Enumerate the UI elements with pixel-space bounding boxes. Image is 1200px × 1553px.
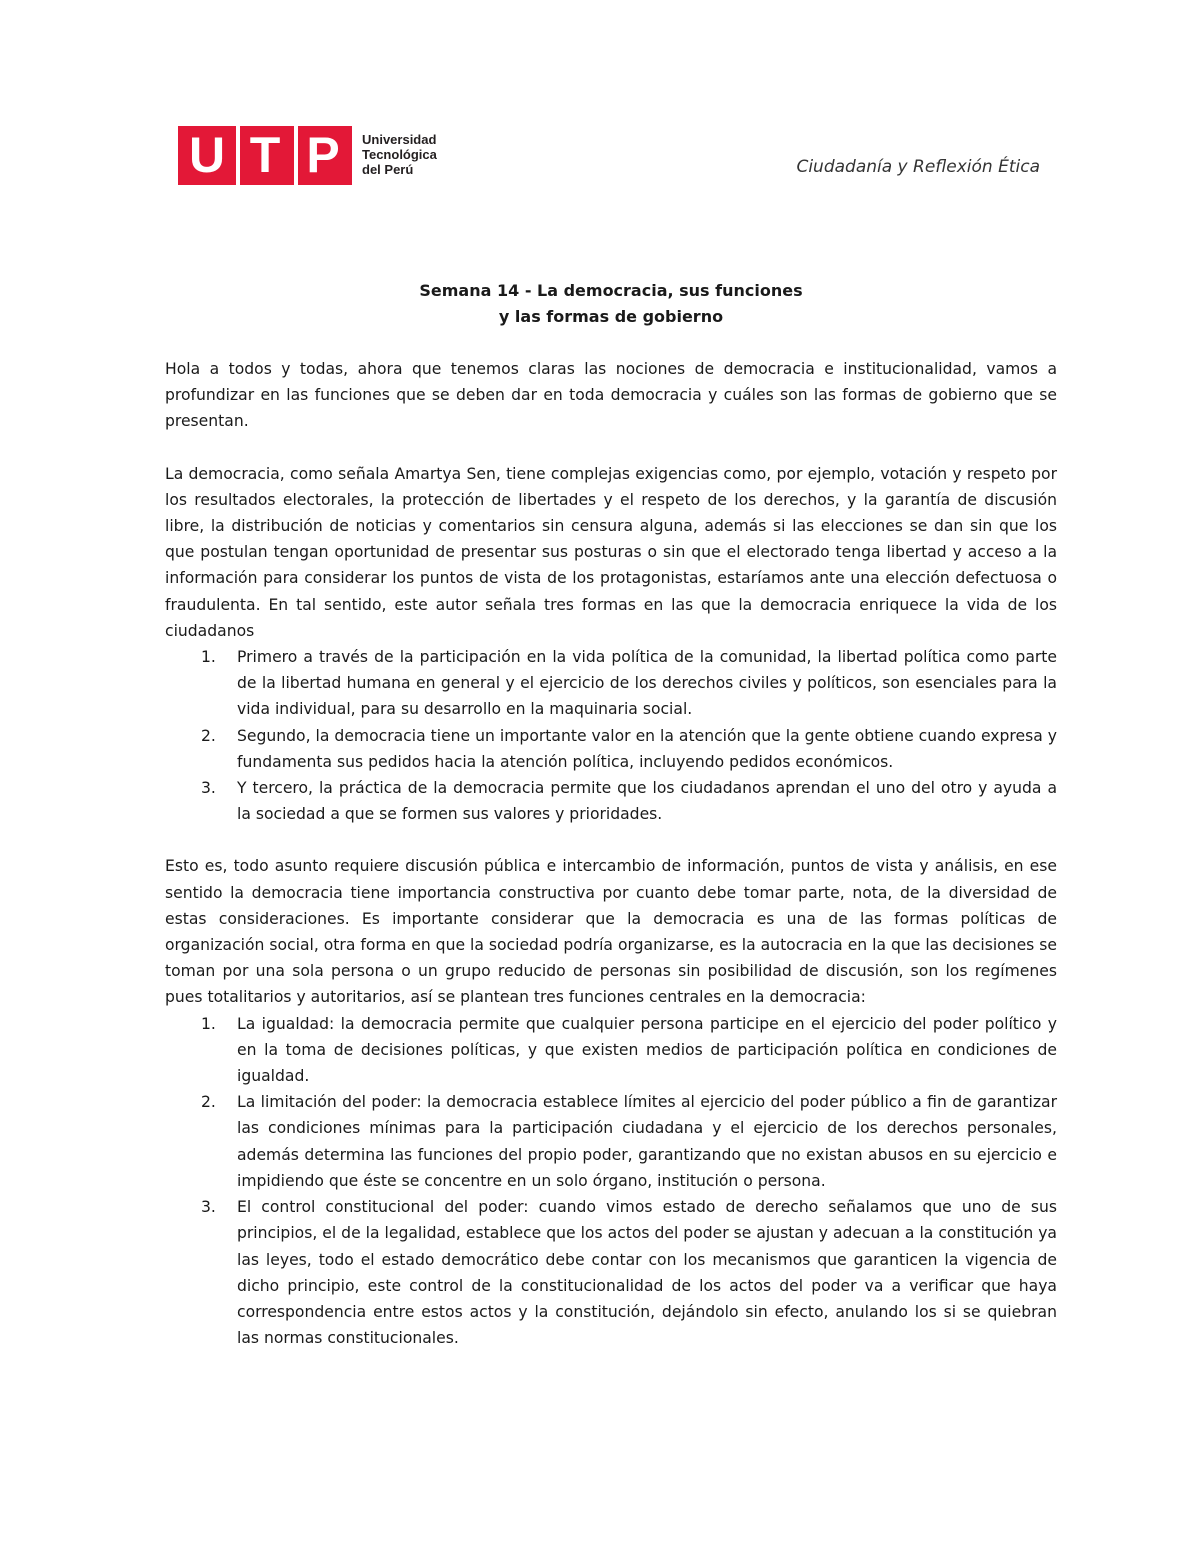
intro-paragraph: Hola a todos y todas, ahora que tenemos claras las nociones de democracia e institucionalidad, vamos a profundizar en las funciones que se deben dar en toda democracia y cuáles son las formas de gobierno que se presentan. <box>165 360 1057 431</box>
logo-line-2: Tecnológica <box>362 147 437 162</box>
list-number: 1. <box>201 1014 216 1033</box>
page-title <box>165 278 1057 330</box>
list-text: Segundo, la democracia tiene un importante valor en la atención que la gente obtiene cuando expresa y fundamenta sus pedidos hacia la atención política, incluyendo pedidos económicos. <box>237 726 1057 771</box>
list-number: 2. <box>201 1093 216 1112</box>
list-item <box>165 1194 1057 1351</box>
logo-line-3: del Perú <box>362 162 414 177</box>
list-item <box>165 1089 1057 1194</box>
logo-line-1: Universidad <box>362 132 437 147</box>
logo-letter-u: U <box>188 127 226 183</box>
course-name: Ciudadanía y Reflexión Ética <box>796 157 1040 177</box>
page-header <box>0 0 1200 200</box>
list-item <box>165 775 1057 827</box>
list-item <box>165 723 1057 775</box>
functions-paragraph: Esto es, todo asunto requiere discusión pública e intercambio de información, puntos de vista y análisis, en ese sentido la democracia tiene importancia constructiva por cuanto debe tomar parte, nota, de la diversidad de estas consideraciones. Es importante considerar que la democracia es una de las formas políticas de organización social, otra forma en que la sociedad podría organizarse, es la autocracia en la que las decisiones se toman por una sola persona o un grupo reducido de personas sin posibilidad de discusión, son los regímenes pues totalitarios y autoritarios, así se plantean tres funciones centrales en la democracia: <box>165 857 1057 1007</box>
list-text: Y tercero, la práctica de la democracia permite que los ciudadanos aprendan el uno del otro y ayuda a la sociedad a que se formen sus valores y prioridades. <box>237 779 1057 824</box>
list-number: 2. <box>201 726 216 745</box>
list-number: 3. <box>201 1198 216 1217</box>
document-body <box>165 278 1057 1351</box>
democracy-functions-list <box>165 1011 1057 1352</box>
list-text: La igualdad: la democracia permite que cualquier persona participe en el ejercicio del poder político y en la toma de decisiones políticas, y que existen medios de participación política en condiciones de igualdad. <box>237 1014 1057 1086</box>
list-number: 3. <box>201 779 216 798</box>
democracy-benefits-list <box>165 644 1057 827</box>
list-number: 1. <box>201 648 216 667</box>
list-item <box>165 1011 1057 1090</box>
logo-letter-t: T <box>236 126 294 185</box>
list-item <box>165 644 1057 723</box>
sen-paragraph: La democracia, como señala Amartya Sen, tiene complejas exigencias como, por ejemplo, votación y respeto por los resultados electorales, la protección de libertades y el respeto de los derechos, y la garantía de discusión libre, la distribución de noticias y comentarios sin censura alguna, además si las elecciones se dan sin que los que postulan tengan oportunidad de presentar sus posturas o sin que el electorado tenga libertad y acceso a la información para considerar los puntos de vista de los protagonistas, estaríamos ante una elección defectuosa o fraudulenta. En tal sentido, este autor señala tres formas en las que la democracia enriquece la vida de los ciudadanos <box>165 464 1057 640</box>
utp-logo <box>178 126 352 185</box>
list-text: Primero a través de la participación en la vida política de la comunidad, la libertad política como parte de la libertad humana en general y el ejercicio de los derechos civiles y políticos, son esenciales para la vida individual, para su desarrollo en la maquinaria social. <box>237 648 1057 719</box>
list-text: La limitación del poder: la democracia establece límites al ejercicio del poder público a fin de garantizar las condiciones mínimas para la participación ciudadana y el ejercicio de los derechos personales, además determina las funciones del propio poder, garantizando que no existan abusos en su ejercicio e impidiendo que éste se concentre en un solo órgano, institución o persona. <box>237 1093 1057 1190</box>
list-text: El control constitucional del poder: cuando vimos estado de derecho señalamos que uno de sus principios, el de la legalidad, establece que los actos del poder se ajustan y adecuan a la constitución ya las leyes, todo el estado democrático debe contar con los mecanismos que garanticen la vigencia de dicho principio, este control de la constitucionalidad de los actos del poder va a verificar que haya correspondencia entre estos actos y la constitución, dejándolo sin efecto, anulando los si se quiebran las normas constitucionales. <box>237 1198 1057 1348</box>
title-line-1: Semana 14 - La democracia, sus funciones <box>419 281 803 300</box>
title-line-2: y las formas de gobierno <box>498 307 724 326</box>
logo-wordmark <box>362 132 442 177</box>
logo-letter-p: P <box>294 126 352 185</box>
